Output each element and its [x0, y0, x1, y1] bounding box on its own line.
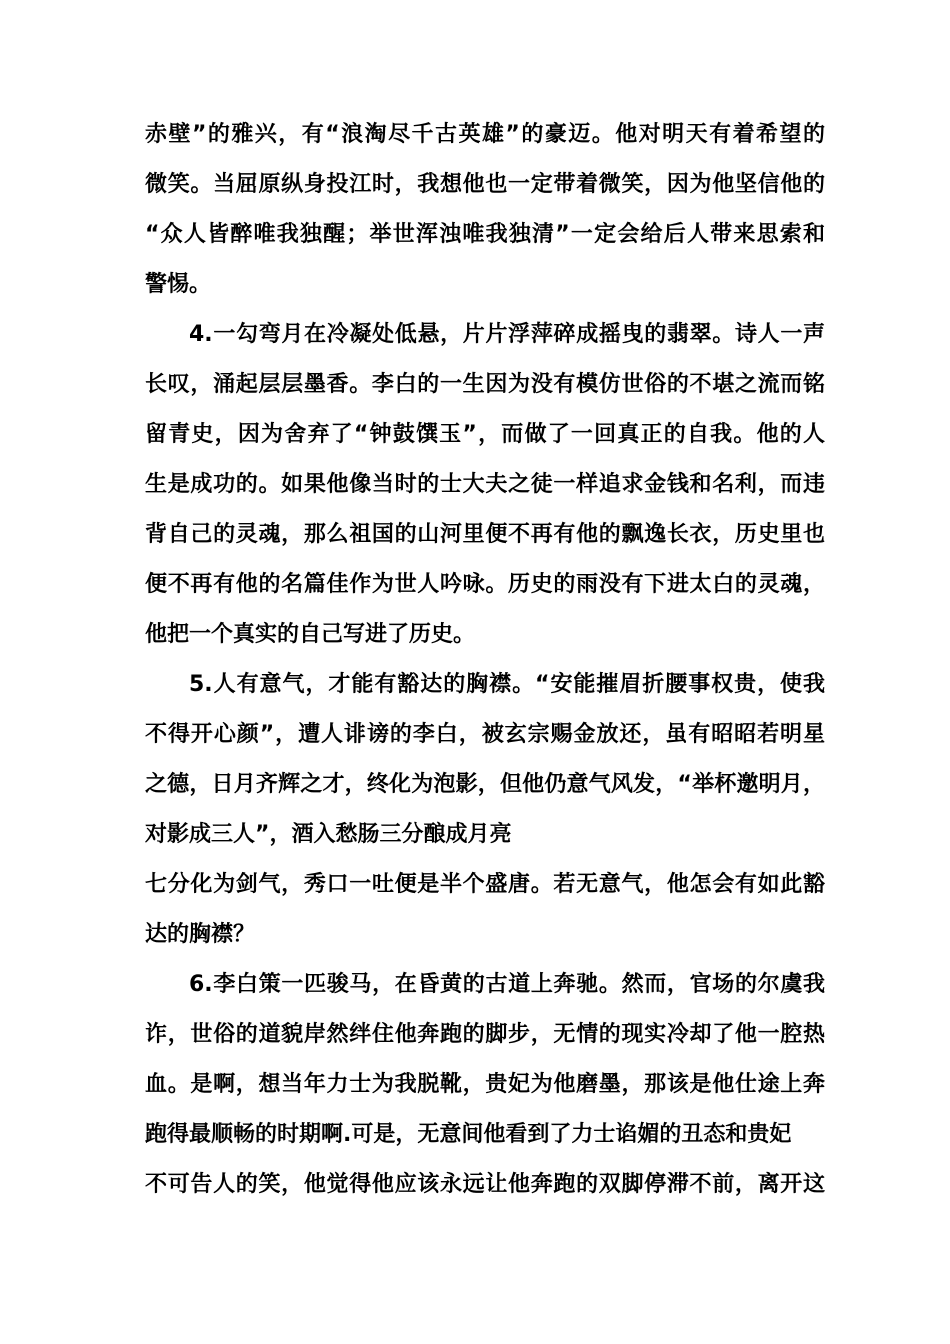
text-line: 他把一个真实的自己写进了历史。 — [145, 622, 476, 647]
text-line: 之德，日月齐辉之才，终化为泡影，但他仍意气风发，“举杯邀明月， — [145, 772, 825, 797]
text-line: 血。是啊，想当年力士为我脱靴，贵妃为他磨墨，那该是他仕途上奔 — [145, 1072, 825, 1097]
paragraph-4-first-line: 4.一勾弯月在冷凝处低悬，片片浮萍碎成摇曳的翡翠。诗人一声 — [189, 322, 825, 347]
text-line: 赤壁”的雅兴，有“浪淘尽千古英雄”的豪迈。他对明天有着希望的 — [145, 122, 825, 147]
text-line: 背自己的灵魂，那么祖国的山河里便不再有他的飘逸长衣，历史里也 — [145, 522, 825, 547]
text-line: 不得开心颜”，遭人诽谤的李白，被玄宗赐金放还，虽有昭昭若明星 — [145, 722, 825, 747]
text-line: 便不再有他的名篇佳作为世人吟咏。历史的雨没有下进太白的灵魂， — [145, 572, 825, 597]
paragraph-6-first-line: 6.李白策一匹骏马，在昏黄的古道上奔驰。然而，官场的尔虞我 — [189, 972, 825, 997]
text-line: 对影成三人”，酒入愁肠三分酿成月亮 — [145, 822, 512, 847]
paragraph-5-first-line: 5.人有意气，才能有豁达的胸襟。“安能摧眉折腰事权贵，使我 — [189, 672, 825, 697]
text-line: 七分化为剑气，秀口一吐便是半个盛唐。若无意气，他怎会有如此豁 — [145, 872, 825, 897]
text-line: 诈，世俗的道貌岸然绊住他奔跑的脚步，无情的现实冷却了他一腔热 — [145, 1022, 825, 1047]
text-line: 微笑。当屈原纵身投江时，我想他也一定带着微笑，因为他坚信他的 — [145, 172, 825, 197]
text-line: “众人皆醉唯我独醒；举世浑浊唯我独清”一定会给后人带来思索和 — [145, 222, 825, 247]
text-line: 生是成功的。如果他像当时的士大夫之徒一样追求金钱和名利，而违 — [145, 472, 825, 497]
text-line: 不可告人的笑，他觉得他应该永远让他奔跑的双脚停滞不前，离开这 — [145, 1172, 825, 1197]
text-line: 达的胸襟？ — [145, 922, 256, 947]
text-line: 跑得最顺畅的时期啊.可是，无意间他看到了力士谄媚的丑态和贵妃 — [145, 1122, 792, 1147]
text-line: 留青史，因为舍弃了“钟鼓馔玉”，而做了一回真正的自我。他的人 — [145, 422, 825, 447]
text-line: 长叹，涌起层层墨香。李白的一生因为没有模仿世俗的不堪之流而铭 — [145, 372, 825, 397]
text-line: 警惕。 — [145, 272, 212, 297]
